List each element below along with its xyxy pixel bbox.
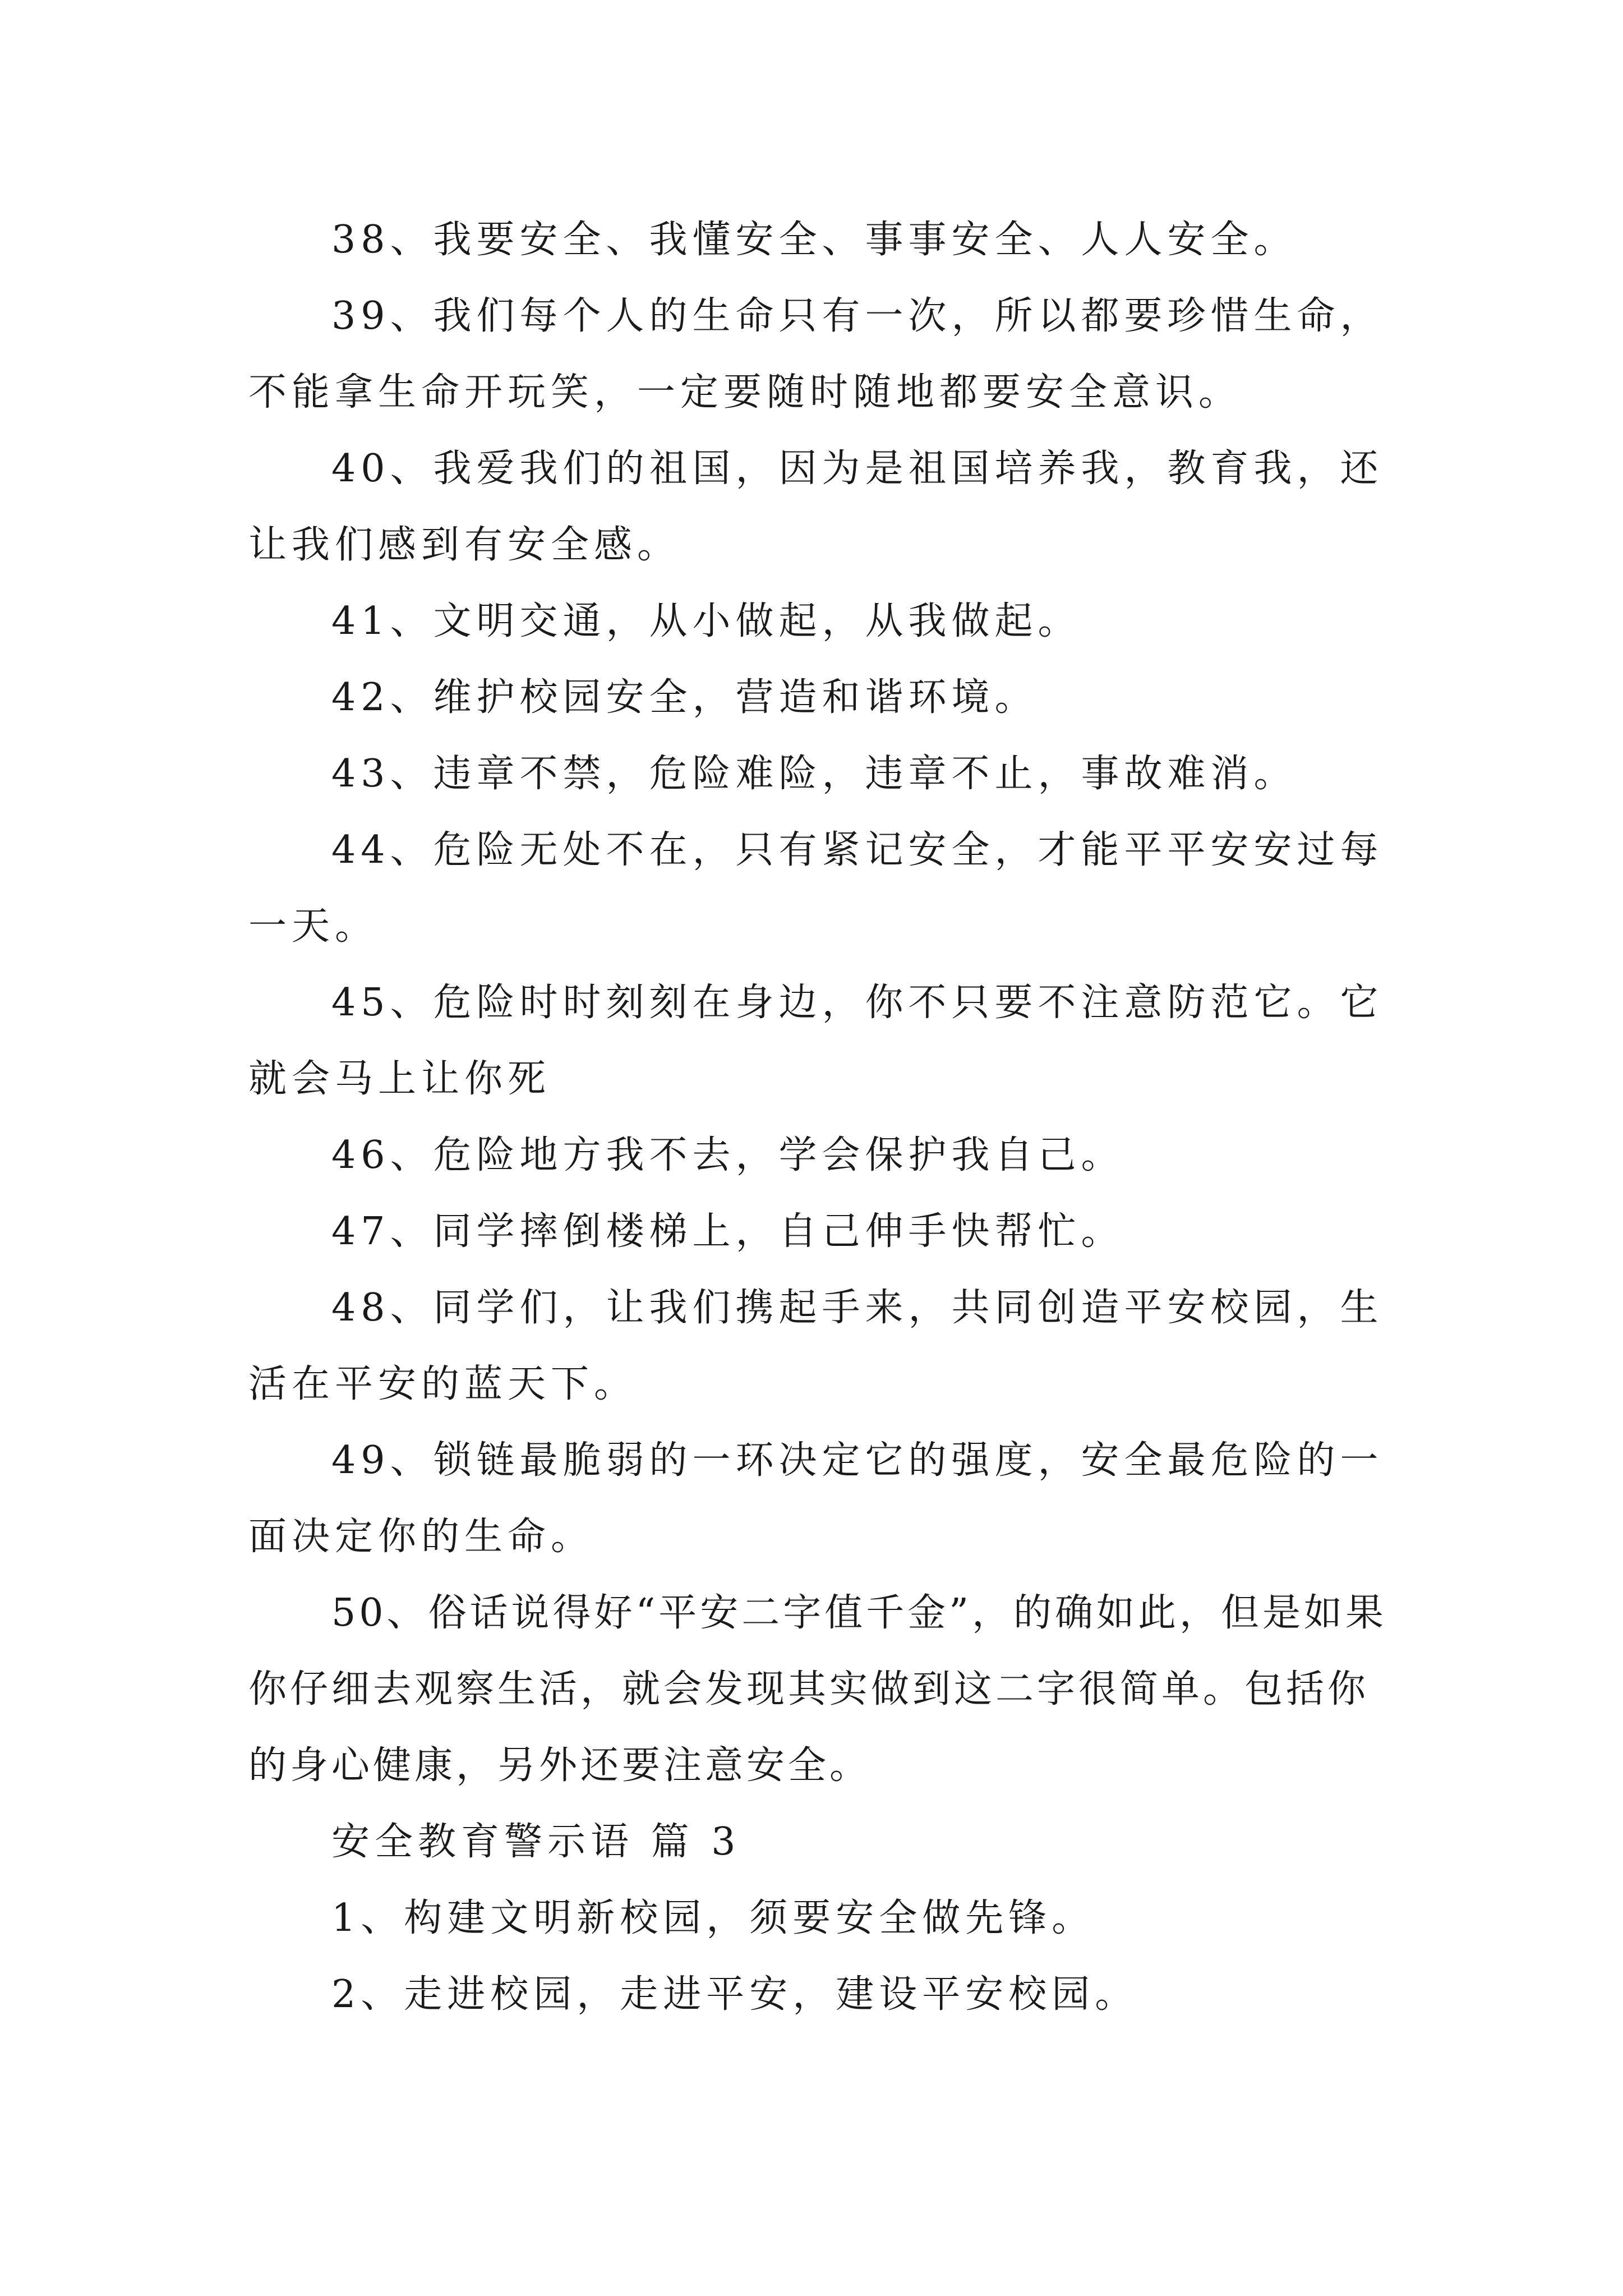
slogan-40: 40、我爱我们的祖国，因为是祖国培养我，教育我，还让我们感到有安全感。 (248, 447, 1384, 567)
slogan-41: 41、文明交通，从小做起，从我做起。 (331, 599, 1081, 643)
slogan-2: 2、走进校园，走进平安，建设平安校园。 (331, 1972, 1138, 2017)
section-heading: 安全教育警示语 篇 3 (331, 1820, 741, 1864)
slogan-47: 47、同学摔倒楼梯上，自己伸手快帮忙。 (331, 1209, 1124, 1254)
document-body (248, 202, 1404, 2033)
slogan-42: 42、维护校园安全，营造和谐环境。 (331, 675, 1038, 720)
slogan-1: 1、构建文明新校园，须要安全做先锋。 (331, 1896, 1095, 1940)
slogan-45: 45、危险时时刻刻在身边，你不只要不注意防范它。它就会马上让你死 (248, 981, 1384, 1101)
slogan-46: 46、危险地方我不去，学会保护我自己。 (331, 1133, 1124, 1177)
slogan-48: 48、同学们，让我们携起手来，共同创造平安校园，生活在平安的蓝天下。 (248, 1286, 1384, 1406)
slogan-38: 38、我要安全、我懂安全、事事安全、人人安全。 (331, 218, 1297, 262)
slogan-39: 39、我们每个人的生命只有一次，所以都要珍惜生命，不能拿生命开玩笑，一定要随时随地都要安全意识。 (248, 294, 1384, 415)
slogan-49: 49、锁链最脆弱的一环决定它的强度，安全最危险的一面决定你的生命。 (248, 1438, 1384, 1559)
slogan-44: 44、危险无处不在，只有紧记安全，才能平平安安过每一天。 (248, 828, 1384, 949)
slogan-43: 43、违章不禁，危险难险，违章不止，事故难消。 (331, 752, 1297, 796)
slogan-50: 50、俗话说得好“平安二字值千金”，的确如此，但是如果你仔细去观察生活，就会发现其实做到这二字很简单。包括你的身心健康，另外还要注意安全。 (248, 1591, 1387, 1788)
